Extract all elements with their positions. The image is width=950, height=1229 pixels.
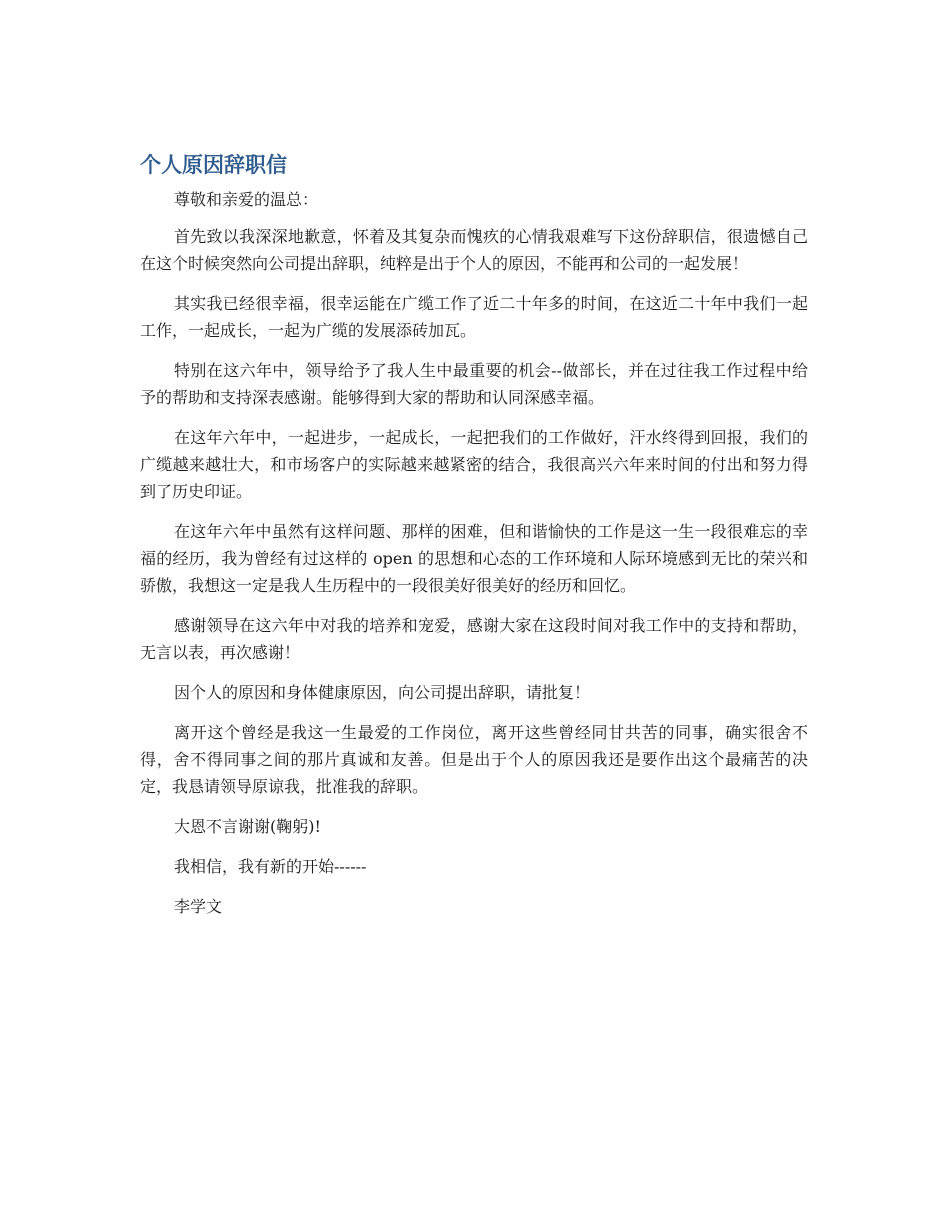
paragraph-farewell: 离开这个曾经是我这一生最爱的工作岗位，离开这些曾经同甘共苦的同事，确实很舍不得，舍不得同事之间的那片真诚和友善。但是出于个人的原因我还是要作出这个最痛苦的决定，我恳请领导原谅我，批准我的辞职。 <box>140 723 808 796</box>
paragraph-thanks: 感谢领导在这六年中对我的培养和宠爱，感谢大家在这段时间对我工作中的支持和帮助，无言以表，再次感谢！ <box>140 616 808 662</box>
paragraph-resignation-request: 因个人的原因和身体健康原因，向公司提出辞职，请批复！ <box>174 683 591 702</box>
paragraph-apology: 首先致以我深深地歉意，怀着及其复杂而愧疚的心情我艰难写下这份辞职信，很遗憾自己在这个时候突然向公司提出辞职，纯粹是出于个人的原因，不能再和公司的一起发展！ <box>140 227 808 273</box>
paragraph-new-start: 我相信，我有新的开始------ <box>174 857 367 876</box>
document-title: 个人原因辞职信 <box>140 153 287 177</box>
signature: 李学文 <box>174 897 223 916</box>
paragraph-progress: 在这年六年中，一起进步，一起成长，一起把我们的工作做好，汗水终得到回报，我们的广缆越来越壮大，和市场客户的实际越来越紧密的结合，我很高兴六年来时间的付出和努力得到了历史印证。 <box>140 428 808 501</box>
salutation: 尊敬和亲爱的温总： <box>174 190 319 209</box>
document-body <box>140 150 808 933</box>
paragraph-bow: 大恩不言谢谢(鞠躬)! <box>174 817 321 836</box>
paragraph-gratitude-years: 其实我已经很幸福，很幸运能在广缆工作了近二十年多的时间，在这近二十年中我们一起工作，一起成长，一起为广缆的发展添砖加瓦。 <box>140 294 808 340</box>
paragraph-experience: 在这年六年中虽然有这样问题、那样的困难，但和谐愉快的工作是这一生一段很难忘的幸福的经历，我为曾经有过这样的 open 的思想和心态的工作环境和人际环境感到无比的荣兴和骄傲，我想这一定是我人生历程中的一段很美好很美好的经历和回忆。 <box>140 522 808 595</box>
paragraph-opportunity: 特别在这六年中，领导给予了我人生中最重要的机会--做部长，并在过往我工作过程中给予的帮助和支持深表感谢。能够得到大家的帮助和认同深感幸福。 <box>140 361 808 407</box>
